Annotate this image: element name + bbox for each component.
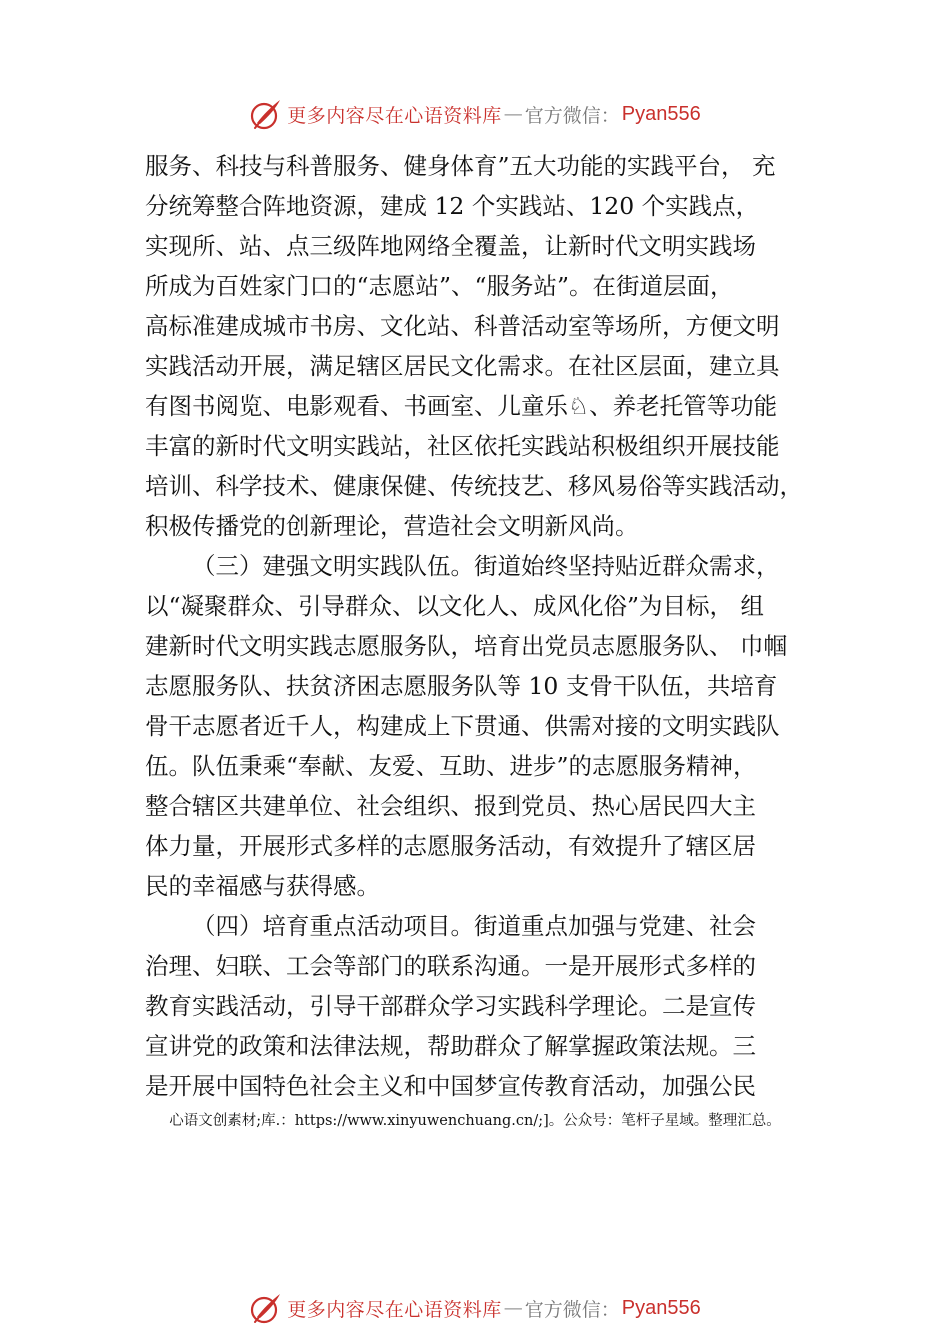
text-line: 志愿服务队、扶贫济困志愿服务队等 10 支骨干队伍，共培育 [145, 672, 778, 700]
text-line: 丰富的新时代文明实践站，社区依托实践站积极组织开展技能 [145, 432, 780, 460]
text-line: （四）培育重点活动项目。街道重点加强与党建、社会 [192, 912, 756, 940]
text-line: 体力量，开展形式多样的志愿服务活动，有效提升了辖区居 [145, 832, 756, 860]
text-line: 建新时代文明实践志愿服务队，培育出党员志愿服务队、 巾帼 [145, 632, 787, 660]
text-line: 整合辖区共建单位、社会组织、报到党员、热心居民四大主 [145, 792, 756, 820]
banner-dash: — [503, 103, 523, 125]
document-body [145, 146, 825, 1106]
text-line: 是开展中国特色社会主义和中国梦宣传教育活动，加强公民 [145, 1072, 756, 1100]
text-line: 服务、科技与科普服务、健身体育”五大功能的实践平台， 充 [145, 152, 776, 180]
text-line: 所成为百姓家门口的“志愿站”、“服务站”。在街道层面， [145, 272, 734, 300]
text-line: 骨干志愿者近千人，构建成上下贯通、供需对接的文明实践队 [145, 712, 780, 740]
text-line: 高标准建成城市书房、文化站、科普活动室等场所，方便文明 [145, 312, 780, 340]
text-line: 以“凝聚群众、引导群众、以文化人、成风化俗”为目标， 组 [145, 592, 764, 620]
text-line: 宣讲党的政策和法律法规，帮助群众了解掌握政策法规。三 [145, 1032, 756, 1060]
text-line: 治理、妇联、工会等部门的联系沟通。一是开展形式多样的 [145, 952, 756, 980]
banner-text: 更多内容尽在心语资料库 [287, 104, 502, 127]
banner-wechat-label: 官方微信： [524, 104, 620, 127]
banner-dash: — [503, 1297, 523, 1319]
banner-wechat-id: Pyan556 [621, 1296, 701, 1319]
text-line: 积极传播党的创新理论，营造社会文明新风尚。 [145, 512, 639, 540]
footer-banner [0, 1288, 950, 1328]
text-line: 分统筹整合阵地资源，建成 12 个实践站、120 个实践点， [145, 192, 760, 220]
text-line: 教育实践活动，引导干部群众学习实践科学理论。二是宣传 [145, 992, 756, 1020]
text-line: 实践活动开展，满足辖区居民文化需求。在社区层面，建立具 [145, 352, 780, 380]
text-line: 伍。队伍秉乘“奉献、友爱、互助、进步”的志愿服务精神， [145, 752, 757, 780]
quill-pen-icon [249, 97, 283, 131]
header-banner [0, 94, 950, 134]
banner-text: 更多内容尽在心语资料库 [287, 1298, 502, 1321]
text-line: 民的幸福感与获得感。 [145, 872, 380, 900]
banner-wechat-label: 官方微信： [524, 1298, 620, 1321]
text-line: （三）建强文明实践队伍。街道始终坚持贴近群众需求， [192, 552, 780, 580]
text-line: 实现所、站、点三级阵地网络全覆盖，让新时代文明实践场 [145, 232, 756, 260]
banner-wechat-id: Pyan556 [621, 102, 701, 125]
quill-pen-icon [249, 1291, 283, 1325]
page-footer: 心语文创素材;库.：https://www.xinyuwenchuang.cn/;]。公众号：笔杆子星域。整理汇总。 [169, 1113, 781, 1129]
text-line: 有图书阅览、电影观看、书画室、儿童乐♘、养老托管等功能 [145, 392, 778, 420]
text-line: 培训、科学技术、健康保健、传统技艺、移风易俗等实践活动， [145, 472, 803, 500]
